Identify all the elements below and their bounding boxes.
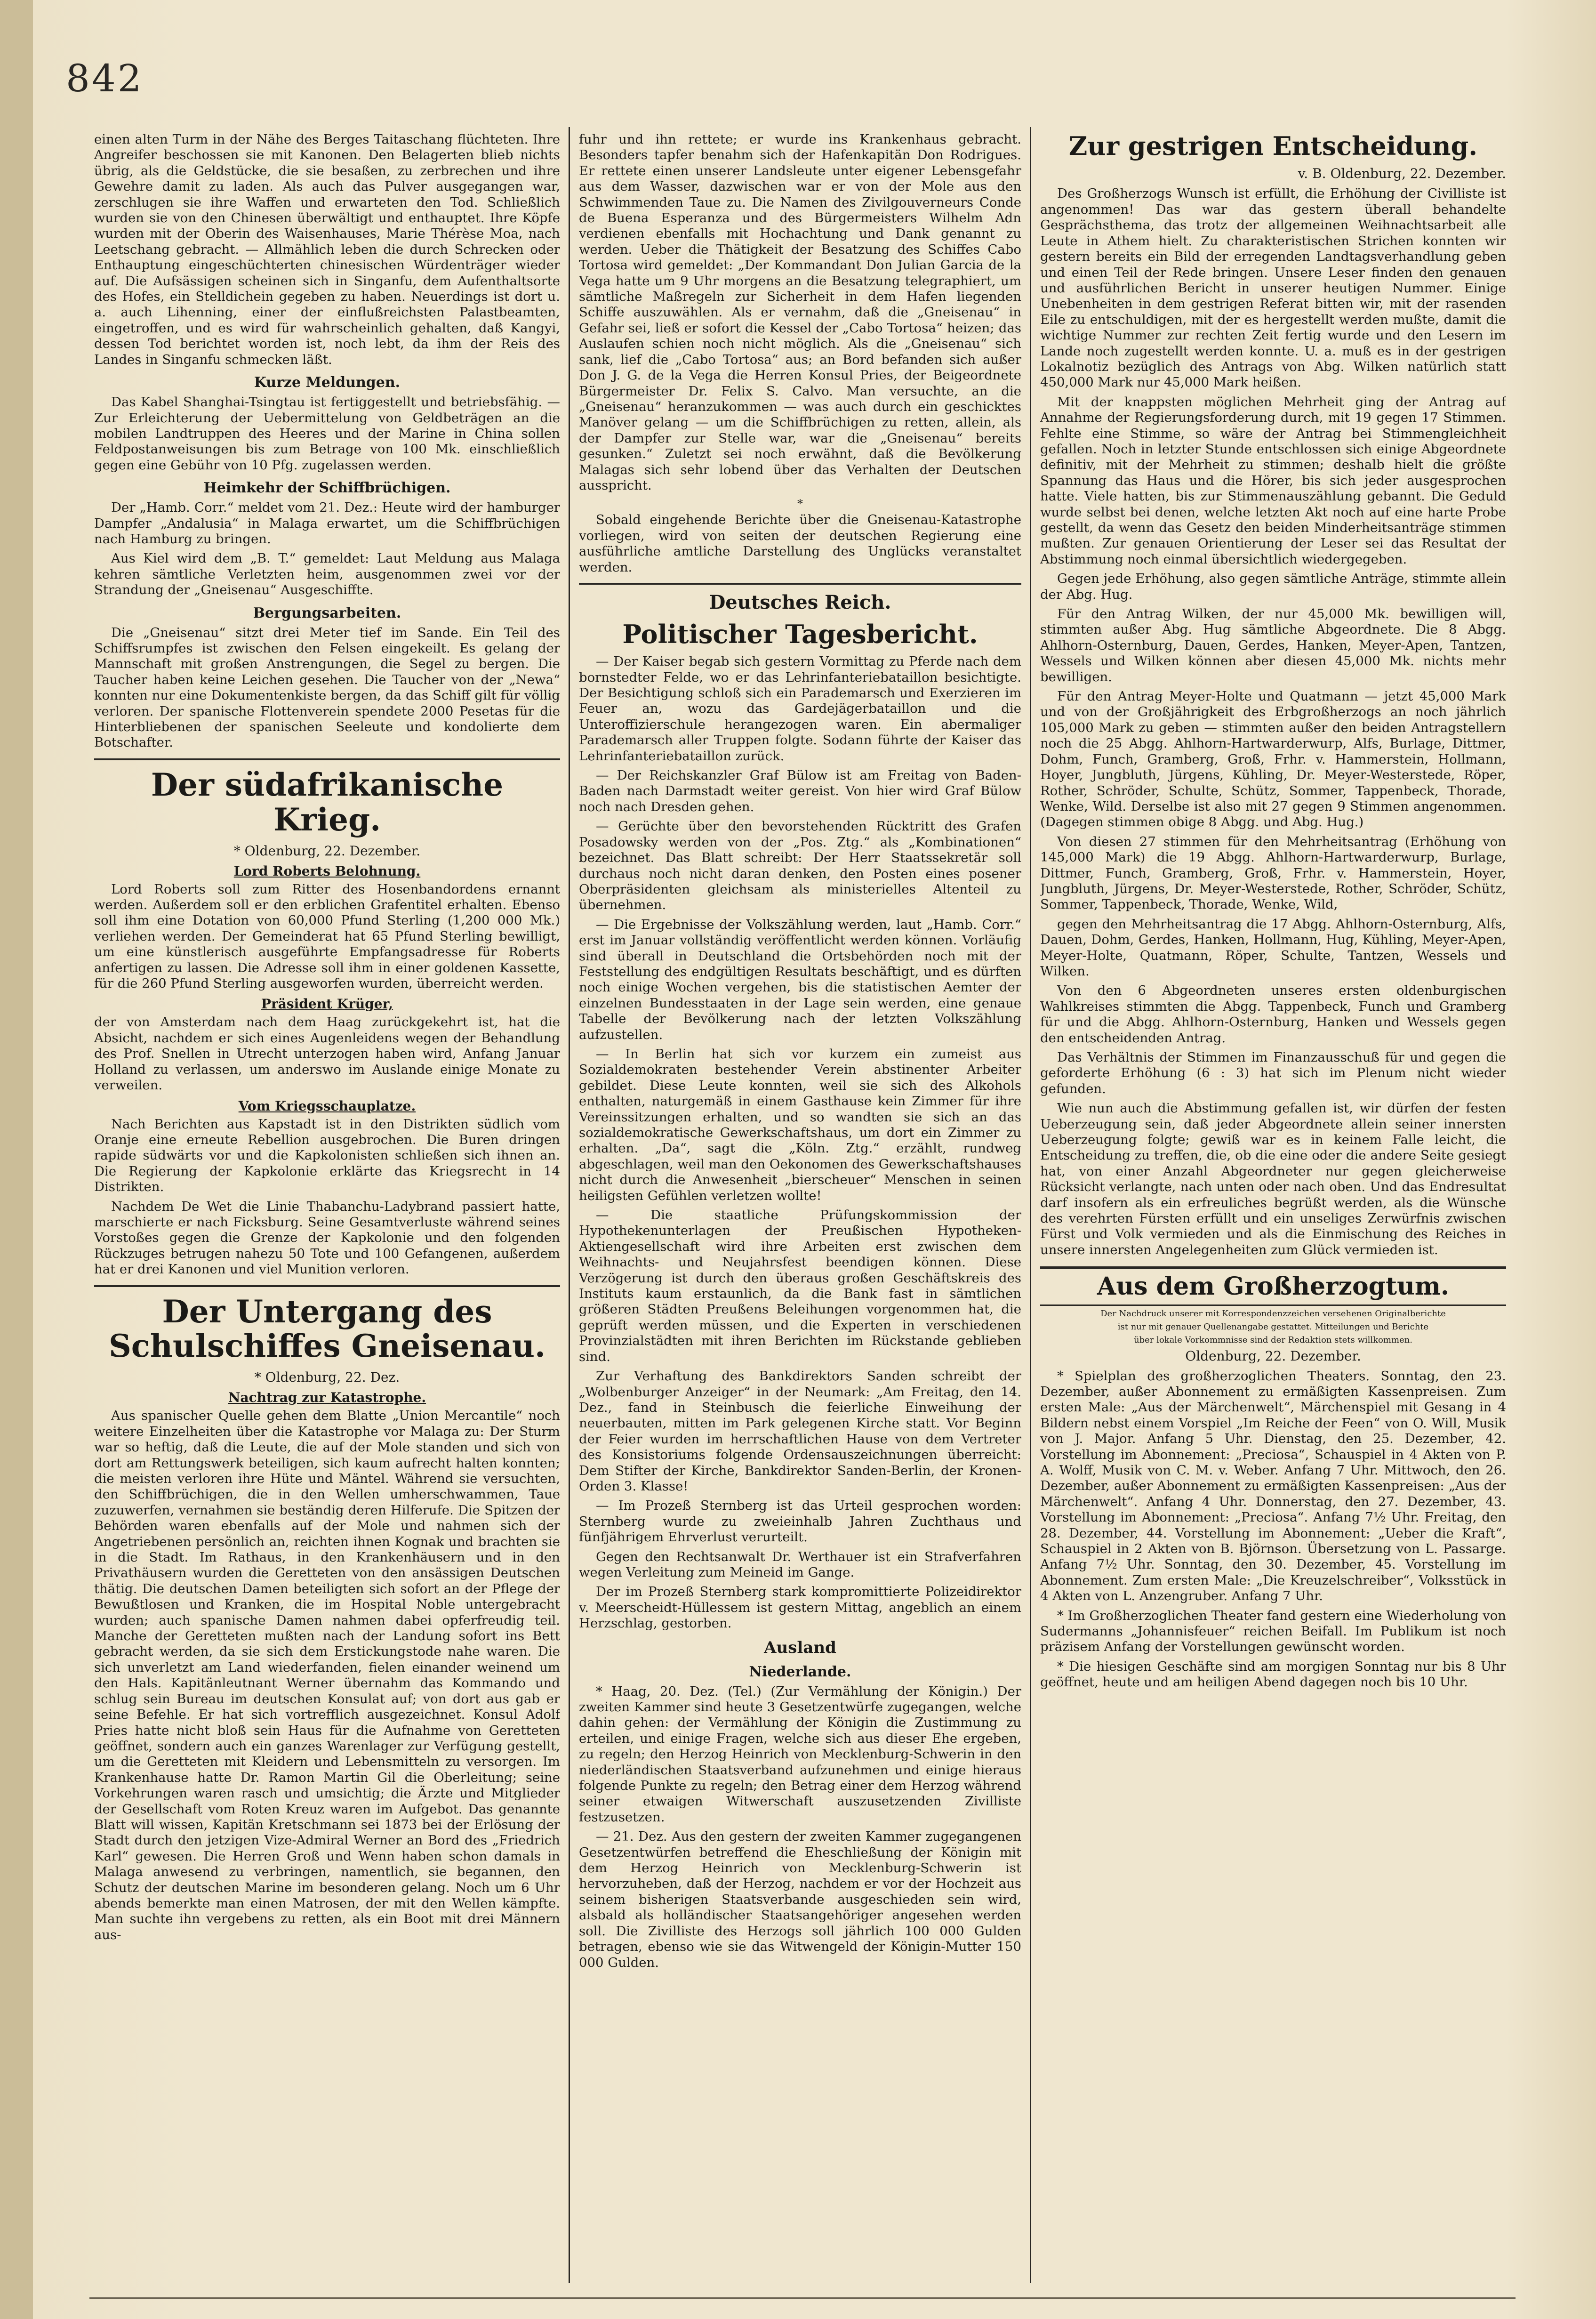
article-paragraph: Wie nun auch die Abstimmung gefallen ist, wir dürfen der festen Ueberzeugung sein, daß jeder Abgeordnete allein seiner innersten Ueberzeugung folgte; gewiß war es in keinem Falle leicht, die Entscheidung zu treffen, die, ob die eine oder die andere Seite gesiegt hat, von einer Anzahl Abgeordneter nur gegen gleicherweise Rücksicht verlangte, nach unten oder nach oben. Und das Endresultat darf insofern als ein erfreuliches begrüßt werden, als die Wünsche des verehrten Fürsten erfüllt und ein unseliges Zerwürfnis zwischen Fürst und Volk vermieden und als die Einmischung des Reiches in unsere innersten Angelegenheiten zum Glück vermieden ist. [1040, 1101, 1506, 1257]
article-paragraph: Des Großherzogs Wunsch ist erfüllt, die Erhöhung der Civilliste ist angenommen! Das war das gestern überall behandelte Gesprächsthema, das trotz der allgemeinen Weihnachtsarbeit alle Leute in Athem hielt. Zu charakteristischen Strichen konnten wir gestern bereits ein Bild der erregenden Landtagsverhandlung geben und einen Teil der Rede bringen. Unsere Leser finden den genauen und ausführlichen Bericht in unserer heutigen Nummer. Einige Unebenheiten in dem gestrigen Referat bitten wir, mit der rasenden Eile zu entschuldigen, mit der es hergestellt werden mußte, damit die wichtige Nummer zur rechten Zeit fertig wurde und den Lesern im Lande noch zugestellt werden konnte. U. a. muß es in der gestrigen Lokalnotiz bezüglich des Antrags von Abg. Wilken natürlich statt 450,000 Mark nur 45,000 Mark heißen. [1040, 186, 1506, 390]
article-paragraph: Sobald eingehende Berichte über die Gneisenau-Katastrophe vorliegen, wird von seiten der deutschen Regierung eine ausführliche amtliche Darstellung des Unglücks veranstaltet werden. [579, 512, 1021, 575]
article-paragraph: Der „Hamb. Corr.“ meldet vom 21. Dez.: Heute wird der hamburger Dampfer „Andalusia“ in Malaga erwartet, um die Schiffbrüchigen nach Hamburg zu bringen. [94, 500, 560, 547]
section-heading: Niederlande. [749, 1663, 851, 1680]
article-paragraph: — Gerüchte über den bevorstehenden Rücktritt des Grafen Posadowsky werden von der „Pos. Ztg.“ als „Kombinationen“ bezeichnet. Das Blatt schreibt: Der Herr Staatssekretär soll durchaus noch nicht daran denken, den Posten eines posener Oberpräsidenten gleichsam als ministerielles Altenteil zu übernehmen. [579, 819, 1021, 913]
page-bottom-edge [89, 2297, 1516, 2299]
section-heading: Heimkehr der Schiffbrüchigen. [203, 480, 451, 497]
article-paragraph: Der im Prozeß Sternberg stark kompromittierte Polizeidirektor v. Meerscheidt-Hüllessem ist gestern Mittag, angeblich an einem Herzschlag, gestorben. [579, 1584, 1021, 1631]
section-title-reich: Deutsches Reich. [709, 591, 891, 613]
article-paragraph: — In Berlin hat sich vor kurzem ein zumeist aus Sozialdemokraten bestehender Verein abstinenter Arbeiter gebildet. Diese Leute konnten, weil sie sich des Alkohols enthalten, naturgemäß in einem Gasthause kein Zimmer für ihre Vereinssitzungen erhalten, und so wandten sie sich an das sozialdemokratische Gewerkschaftshaus, um dort ein Zimmer zu erhalten. „Da“, sagt die „Köln. Ztg.“ erzählt, rundweg abgeschlagen, weil man den Oekonomen des Gewerkschaftshauses nicht durch die Anwesenheit „bierscheuer“ Menschen in seinen heiligsten Gefühlen verletzen wollte! [579, 1046, 1021, 1203]
article-paragraph: * Spielplan des großherzoglichen Theaters. Sonntag, den 23. Dezember, außer Abonnement zu ermäßigten Kassenpreisen. Zum ersten Male: „Aus der Märchenwelt“, Märchenspiel mit Gesang in 4 Bildern nebst einem Vorspiel „Im Reiche der Feen“ von O. Will, Musik von J. Major. Anfang 5 Uhr. Dienstag, den 25. Dezember, 42. Vorstellung im Abonnement: „Preciosa“, Schauspiel in 4 Akten von P. A. Wolff, Musik von C. M. v. Weber. Anfang 7 Uhr. Mittwoch, den 26. Dezember, außer Abonnement zu ermäßigten Kassenpreisen: „Aus der Märchenwelt“. Anfang 4 Uhr. Donnerstag, den 27. Dezember, 43. Vorstellung im Abonnement: „Preciosa“. Anfang 7½ Uhr. Freitag, den 28. Dezember, 44. Vorstellung im Abonnement: „Ueber die Kraft“, Schauspiel in 2 Akten von B. Björnson. Übersetzung von L. Passarge. Anfang 7½ Uhr. Sonntag, den 30. Dezember, 45. Vorstellung im Abonnement. Zum ersten Male: „Die Kreuzelschreiber“, Volksstück in 4 Akten von L. Anzengruber. Anfang 7 Uhr. [1040, 1368, 1506, 1604]
reprint-note: über lokale Vorkommnisse sind der Redaktion stets willkommen. [1133, 1335, 1412, 1345]
column-1 [94, 132, 560, 2297]
article-paragraph: Nach Berichten aus Kapstadt ist in den Distrikten südlich vom Oranje eine erneute Rebellion ausgebrochen. Die Buren dringen rapide südwärts vor und die Kapkolonisten schließen sich ihnen an. Die Regierung der Kapkolonie erklärte das Kriegsrecht in 14 Distrikten. [94, 1116, 560, 1195]
article-paragraph: Nachdem De Wet die Linie Thabanchu-Ladybrand passiert hatte, marschierte er nach Ficksburg. Seine Gesamtverluste während seines Vorstoßes gegen die Grenze der Kapkolonie und den folgenden Rückzuges betrugen nahezu 50 Tote und 100 Gefangenen, außerdem hat er drei Kanonen und viel Munition verloren. [94, 1199, 560, 1277]
article-paragraph: Mit der knappsten möglichen Mehrheit ging der Antrag auf Annahme der Regierungsforderung durch, mit 19 gegen 17 Stimmen. Fehlte eine Stimme, so wäre der Antrag bei Stimmengleichheit gefallen. Noch in letzter Stunde entschlossen sich einige Abgeordnete definitiv, mit der Mehrheit zu stimmen; deshalb hielt die größte Spannung das Haus und die Hörer, bis sich jeder ausgesprochen hatte. Viele hatten, bis zur Stimmenauszählung gebannt. Die Geduld wurde selbst bei denen, welche letzten Akt noch auf eine harte Probe gestellt, da wenn das Gesetz den beiden Minderheitsanträge stimmen mußten. Zur genauen Orientierung der Leser sei das Resultat der Abstimmung noch einmal übersichtlich wiedergegeben. [1040, 394, 1506, 567]
column-2 [579, 132, 1021, 2297]
article-paragraph: Die „Gneisenau“ sitzt drei Meter tief im Sande. Ein Teil des Schiffsrumpfes ist zwischen den Felsen eingekeilt. Es gelang der Mannschaft mit großen Anstrengungen, die Segel zu bergen. Die Taucher haben keine Leichen gesehen. Die Taucher von der „Newa“ konnten nur eine Dokumentenkiste bergen, da das Schiff gilt für völlig verloren. Der spanische Flottenverein spendete 2000 Pesetas für die Hinterbliebenen der spanischen Seeleute und kondolierte dem Botschafter. [94, 625, 560, 750]
article-paragraph: Für den Antrag Meyer-Holte und Quatmann — jetzt 45,000 Mark und von der Großjährigkeit des Erbgroßherzogs an noch jährlich 105,000 Mark zu geben — stimmten außer den beiden Antragstellern noch die 25 Abgg. Ahlhorn-Hartwarderwurp, Alfs, Burlage, Dittmer, Dohm, Funch, Gramberg, Groß, Frhr. v. Hammerstein, Hollmann, Hoyer, Jungbluth, Jürgens, Kühling, Dr. Meyer-Westerstede, Röper, Rother, Schröder, Schulte, Schütz, Sommer, Tappenbeck, Thorade, Wenke, Wild. Derselbe ist also mit 27 gegen 9 Stimmen angenommen. (Dagegen stimmen obige 8 Abgg. und Abg. Hug.) [1040, 689, 1506, 830]
article-paragraph: * Haag, 20. Dez. (Tel.) (Zur Vermählung der Königin.) Der zweiten Kammer sind heute 3 Gesetzentwürfe zugegangen, welche dahin gehen: der Vermählung der Königin die Zustimmung zu erteilen, und einige Fragen, welche sich aus dieser Ehe ergeben, zu regeln; den Herzog Heinrich von Mecklenburg-Schwerin in den niederländischen Staatsverband aufzunehmen und einige hieraus folgende Punkte zu regeln; den Betrag einer dem Herzog während seiner etwaigen Witwerschaft auszusetzenden Zivilliste festzusetzen. [579, 1683, 1021, 1825]
article-paragraph: — Der Kaiser begab sich gestern Vormittag zu Pferde nach dem bornstedter Felde, wo er das Lehrinfanteriebataillon besichtigte. Der Besichtigung schloß sich ein Parademarsch und Exerzieren im Feuer an, wozu das Gardejägerbataillon und die Unteroffizierschule herangezogen waren. Ein abermaliger Parademarsch aller Truppen folgte. Sodann führte der Kaiser das Lehrinfanteriebataillon zurück. [579, 654, 1021, 764]
column-3 [1040, 132, 1506, 2297]
article-paragraph: Gegen jede Erhöhung, also gegen sämtliche Anträge, stimmte allein der Abg. Hug. [1040, 571, 1506, 602]
headline-krieg: Der südafrikanische Krieg. [151, 766, 504, 838]
section-heading: Präsident Krüger, [261, 996, 393, 1012]
divider [94, 1285, 560, 1287]
section-heading: Bergungsarbeiten. [253, 604, 401, 621]
section-heading: Lord Roberts Belohnung. [233, 863, 421, 879]
column-rule-1 [569, 127, 570, 2283]
section-heading: Kurze Meldungen. [254, 374, 401, 391]
divider [579, 583, 1021, 585]
headline-grossherzogtum: Aus dem Großherzogtum. [1097, 1272, 1449, 1301]
article-paragraph: Gegen den Rechtsanwalt Dr. Werthauer ist ein Strafverfahren wegen Verleitung zum Meineid im Gange. [579, 1549, 1021, 1580]
separator-asterisk: * [797, 497, 803, 511]
article-paragraph: — Die Ergebnisse der Volkszählung werden, laut „Hamb. Corr.“ erst im Januar vollständig veröffentlicht werden können. Vorläufig sind überall in Deutschland die Ortsbehörden noch mit der Feststellung des endgültigen Resultats beschäftigt, und es dürften noch einige Wochen vergehen, bis die statistischen Aemter der einzelnen Bundesstaaten in der Lage sein werden, eine genaue Tabelle der Bevölkerung nach der letzten Volkszählung aufzustellen. [579, 917, 1021, 1042]
article-paragraph: * Die hiesigen Geschäfte sind am morgigen Sonntag nur bis 8 Uhr geöffnet, heute und am heiligen Abend dagegen noch bis 10 Uhr. [1040, 1659, 1506, 1690]
reprint-note: Der Nachdruck unserer mit Korrespondenzzeichen versehenen Originalberichte [1100, 1308, 1446, 1319]
binding-edge [0, 0, 33, 2319]
article-paragraph: gegen den Mehrheitsantrag die 17 Abgg. Ahlhorn-Osternburg, Alfs, Dauen, Dohm, Gerdes, Hanken, Hollmann, Hug, Kühling, Meyer-Apen, Meyer-Holte, Quatmann, Röper, Schulte, Tantzen, Wessels und Wilken. [1040, 916, 1506, 979]
section-title-ausland: Ausland [764, 1638, 836, 1657]
section-box-grossherzogtum [1040, 1266, 1506, 1305]
headline-tagesbericht: Politischer Tagesbericht. [622, 619, 978, 649]
article-paragraph: — Die staatliche Prüfungskommission der Hypothekenunterlagen der Preußischen Hypotheken-Aktiengesellschaft wird ihre Arbeiten erst zwischen dem Weihnachts- und Neujahrsfest beendigen können. Diese Verzögerung ist durch den überaus großen Geschäftskreis des Instituts kaum erstaunlich, da die Bank fast in sämtlichen größeren Städten Preußens Beleihungen vorgenommen hat, die geprüft werden müssen, und die Experten in verschiedenen Provinzialstädten mit ihren Berichten im Rückstande geblieben sind. [579, 1208, 1021, 1364]
article-paragraph: Für den Antrag Wilken, der nur 45,000 Mk. bewilligen will, stimmten außer Abg. Hug sämtliche Abgeordnete. Die 8 Abgg. Ahlhorn-Osternburg, Dauen, Gerdes, Hanken, Meyer-Apen, Tantzen, Wessels und Wilken können aber diesen 45,000 Mk. nichts mehr bewilligen. [1040, 606, 1506, 684]
article-paragraph: — 21. Dez. Aus den gestern der zweiten Kammer zugegangenen Gesetzentwürfen betreffend die Eheschließung der Königin mit dem Herzog Heinrich von Mecklenburg-Schwerin ist hervorzuheben, daß der Herzog, nachdem er vor der Hochzeit aus seinem bisherigen Staatsverbande ausgeschieden sein wird, alsbald als holländischer Staatsangehöriger angesehen werden soll. Die Zivilliste des Herzogs soll jährlich 100 000 Gulden betragen, ebenso wie sie das Witwengeld der Königin-Mutter 150 000 Gulden. [579, 1829, 1021, 1970]
article-paragraph: einen alten Turm in der Nähe des Berges Taitaschang flüchteten. Ihre Angreifer beschossen sie mit Kanonen. Den Belagerten blieb nichts übrig, als die Geldstücke, die sie besaßen, zu zerbrechen und ihre Gewehre damit zu laden. Als auch das Pulver ausgegangen war, zerschlugen sie ihre Waffen und erwarteten den Tod. Schließlich wurden sie von den Chinesen überwältigt und enthauptet. Ihre Köpfe wurden mit der Oberin des Waisenhauses, Marie Thérèse Moa, nach Leetschang gebracht. — Allmählich leben die durch Schrecken oder Enthauptung eingeschüchterten chinesischen Würdenträger wieder auf. Die Aufsässigen scheinen sich in Singanfu, dem Aufenthaltsorte des Hofes, ein Stelldichein gegeben zu haben. Neuerdings ist dort u. a. auch Lihenning, einer der einflußreichsten Palastbeamten, eingetroffen, und es wird für wahrscheinlich gehalten, daß Kangyi, dessen Tod berichtet worden ist, noch lebt, da ihm der Reis des Landes in Singanfu schmecken läßt. [94, 132, 560, 367]
column-rule-2 [1030, 127, 1031, 2283]
divider [94, 758, 560, 760]
article-paragraph: * Im Großherzoglichen Theater fand gestern eine Wiederholung von Sudermanns „Johannisfeuer“ reichen Beifall. Im Publikum ist noch präzisem Anfang der Vorstellungen gewünscht worden. [1040, 1608, 1506, 1655]
article-paragraph: Aus Kiel wird dem „B. T.“ gemeldet: Laut Meldung aus Malaga kehren sämtliche Verletzten heim, ausgenommen zwei vor der Strandung der „Gneisenau“ Ausgeschiffte. [94, 551, 560, 598]
dateline: * Oldenburg, 22. Dez. [254, 1369, 400, 1385]
article-paragraph: Das Kabel Shanghai-Tsingtau ist fertiggestellt und betriebsfähig. — Zur Erleichterung der Uebermittelung von Geldbeträgen an die mobilen Landtruppen des Heeres und der Marine in China sollen Feldpostanweisungen bis zum Betrage von 100 Mk. einschließlich gegen eine Gebühr von 10 Pfg. zugelassen werden. [94, 395, 560, 473]
article-paragraph: Von den 6 Abgeordneten unseres ersten oldenburgischen Wahlkreises stimmten die Abgg. Tappenbeck, Funch und Gramberg für und die Abgg. Ahlhorn-Osternburg, Hanken und Wessels gegen den entscheidenden Antrag. [1040, 983, 1506, 1046]
page-number: 842 [66, 56, 144, 100]
reprint-note: ist nur mit genauer Quellenangabe gestattet. Mitteilungen und Berichte [1117, 1321, 1429, 1332]
dateline: * Oldenburg, 22. Dezember. [233, 843, 421, 859]
article-paragraph: der von Amsterdam nach dem Haag zurückgekehrt ist, hat die Absicht, nachdem er sich eines Augenleidens wegen der Behandlung des Prof. Snellen in Utrecht unterzogen haben wird, Anfang Januar Holland zu verlassen, um anderswo im Auslande einige Monate zu verweilen. [94, 1015, 560, 1093]
headline-entscheidung: Zur gestrigen Entscheidung. [1068, 132, 1478, 161]
section-heading: Vom Kriegsschauplatze. [238, 1098, 416, 1114]
headline-untergang: Der Untergang des Schulschiffes Gneisenau. [109, 1293, 545, 1365]
article-paragraph: Lord Roberts soll zum Ritter des Hosenbandordens ernannt werden. Außerdem soll er den erblichen Grafentitel erhalten. Ebenso soll ihm eine Dotation von 60,000 Pfund Sterling (1,200 000 Mk.) verliehen werden. Der Gemeinderat hat 65 Pfund Sterling bewilligt, um eine künstlerisch ausgeführte Empfangsadresse für Roberts anfertigen zu lassen. Die Adresse soll ihm in einer goldenen Kassette, für die 260 Pfund Sterling ausgeworfen wurden, überreicht werden. [94, 881, 560, 991]
article-paragraph: Von diesen 27 stimmen für den Mehrheitsantrag (Erhöhung von 145,000 Mark) die 19 Abgg. Ahlhorn-Hartwarderwurp, Burlage, Dittmer, Funch, Gramberg, Groß, Frhr. v. Hammerstein, Hoyer, Jungbluth, Jürgens, Dr. Meyer-Westerstede, Rother, Schröder, Schütz, Sommer, Tappenbeck, Thorade, Wenke, Wild, [1040, 834, 1506, 912]
article-paragraph: — Im Prozeß Sternberg ist das Urteil gesprochen worden: Sternberg wurde zu zweieinhalb Jahren Zuchthaus und fünfjährigem Ehrverlust verurteilt. [579, 1498, 1021, 1545]
article-paragraph: — Der Reichskanzler Graf Bülow ist am Freitag von Baden-Baden nach Darmstadt weiter gereist. Von hier wird Graf Bülow noch nach Dresden gehen. [579, 768, 1021, 814]
article-paragraph: fuhr und ihn rettete; er wurde ins Krankenhaus gebracht. Besonders tapfer benahm sich der Hafenkapitän Don Rodrigues. Er rettete einen unserer Landsleute unter eigener Lebensgefahr aus dem Wasser, dazwischen war er von der Mole aus den Schwimmenden Taue zu. Die Namen des Zivilgouverneurs Conde de Buena Esperanza und des Bürgermeisters Wilhelm Adn verdienen ebenfalls mit Hochachtung und Dank genannt zu werden. Ueber die Thätigkeit der Besatzung des Schiffes Cabo Tortosa wird gemeldet: „Der Kommandant Don Julian Garcia de la Vega hatte um 9 Uhr morgens an die Besatzung telegraphiert, um sämtliche Maßregeln zur Sicherheit in dem Hafen liegenden Schiffe auszuwählen. Als er vernahm, daß die „Gneisenau“ in Gefahr sei, ließ er sofort die Kessel der „Cabo Tortosa“ heizen; das Auslaufen schien noch nicht möglich. Als die „Gneisenau“ sich sank, lief die „Cabo Tortosa“ aus; an Bord befanden sich außer Don J. G. de la Vega die Herren Konsul Pries, der Beigeordnete Bürgermeister Dr. Felix S. Calvo. Man versuchte, an die „Gneisenau“ heranzukommen — was auch durch ein geschicktes Manöver gelang — um die Schiffbrüchigen zu retten, allein, als der Dampfer zur Stelle war, war die „Gneisenau“ bereits gesunken.“ Zuletzt sei noch erwähnt, daß die Bevölkerung Malagas sich sehr lobend über das Verhalten der Deutschen ausspricht. [579, 132, 1021, 493]
section-heading: Nachtrag zur Katastrophe. [228, 1390, 426, 1406]
article-paragraph: Das Verhältnis der Stimmen im Finanzausschuß für und gegen die geforderte Erhöhung (6 : 3) hat sich im Plenum nicht wieder gefunden. [1040, 1050, 1506, 1096]
dateline: v. B. Oldenburg, 22. Dezember. [1298, 166, 1506, 182]
dateline: Oldenburg, 22. Dezember. [1185, 1348, 1361, 1364]
article-paragraph: Aus spanischer Quelle gehen dem Blatte „Union Mercantile“ noch weitere Einzelheiten über die Katastrophe vor Malaga zu: Der Sturm war so heftig, daß die Leute, die auf der Mole standen und sich von dort am Rettungswerk beteiligen, sich kaum aufrecht halten konnten; die meisten verloren ihre Hüte und Mäntel. Während sie versuchten, den Schiffbrüchigen, die in den Wellen umherschwammen, Taue zuzuwerfen, vernahmen sie beständig deren Hilferufe. Die Spitzen der Behörden waren ebenfalls auf der Mole und nahmen sich der Angetriebenen persönlich an, reichten ihnen Kognak und brachten sie in die Stadt. Im Rathaus, in den Krankenhäusern und in den Privathäusern wurden die Geretteten von den ansässigen Deutschen thätig. Die deutschen Damen beteiligten sich sofort an der Pflege der Bewußtlosen und Kranken, die im Hospital Noble untergebracht wurden; auch spanische Damen nahmen dabei opferfreudig teil. Manche der Geretteten mußten nach der Landung sofort ins Bett gebracht werden, da sie sich dem Erstickungstode nahe waren. Die sich unverletzt am Land wiederfanden, fielen einander weinend um den Hals. Kapitänleutnant Werner übernahm das Kommando und schlug sein Bureau im deutschen Konsulat auf; von dort aus gab er seine Befehle. Er hat sich vortrefflich ausgezeichnet. Konsul Adolf Pries hatte nicht bloß sein Haus für die Aufnahme von Geretteten geöffnet, sondern auch ein ganzes Warenlager zur Verfügung gestellt, um die Geretteten mit Kleidern und Lebensmitteln zu versorgen. Im Krankenhause hatte Dr. Ramon Martin Gil die Oberleitung; seine Vorkehrungen waren rasch und umsichtig; die Ärzte und Mitglieder der Gesellschaft vom Roten Kreuz waren im Aufgebot. Das genannte Blatt will wissen, Kapitän Kretschmann sei 1873 bei der Erlösung der Stadt durch den jetzigen Vize-Admiral Werner an Bord des „Friedrich Karl“ gewesen. Die Herren Groß und Wenn haben schon damals in Malaga anwesend zu verbringen, namentlich, sie begannen, den Schutz der deutschen Marine im besonderen gelang. Noch um 6 Uhr abends bemerkte man einen Matrosen, der mit den Wellen kämpfte. Man suchte ihn vergebens zu retten, als ein Boot mit drei Männern aus- [94, 1408, 560, 1942]
article-paragraph: Zur Verhaftung des Bankdirektors Sanden schreibt der „Wolbenburger Anzeiger“ in der Neumark: „Am Freitag, den 14. Dez., fand in Steinbusch die feierliche Einweihung der neuerbauten, mitten im Park gelegenen Kirche statt. Vor Beginn der Feier wurden im herrschaftlichen Hause von dem Vertreter des Konsistoriums folgende Ordensauszeichnungen überreicht: Dem Stifter der Kirche, Bankdirektor Sanden-Berlin, der Kronen-Orden 3. Klasse! [579, 1369, 1021, 1494]
